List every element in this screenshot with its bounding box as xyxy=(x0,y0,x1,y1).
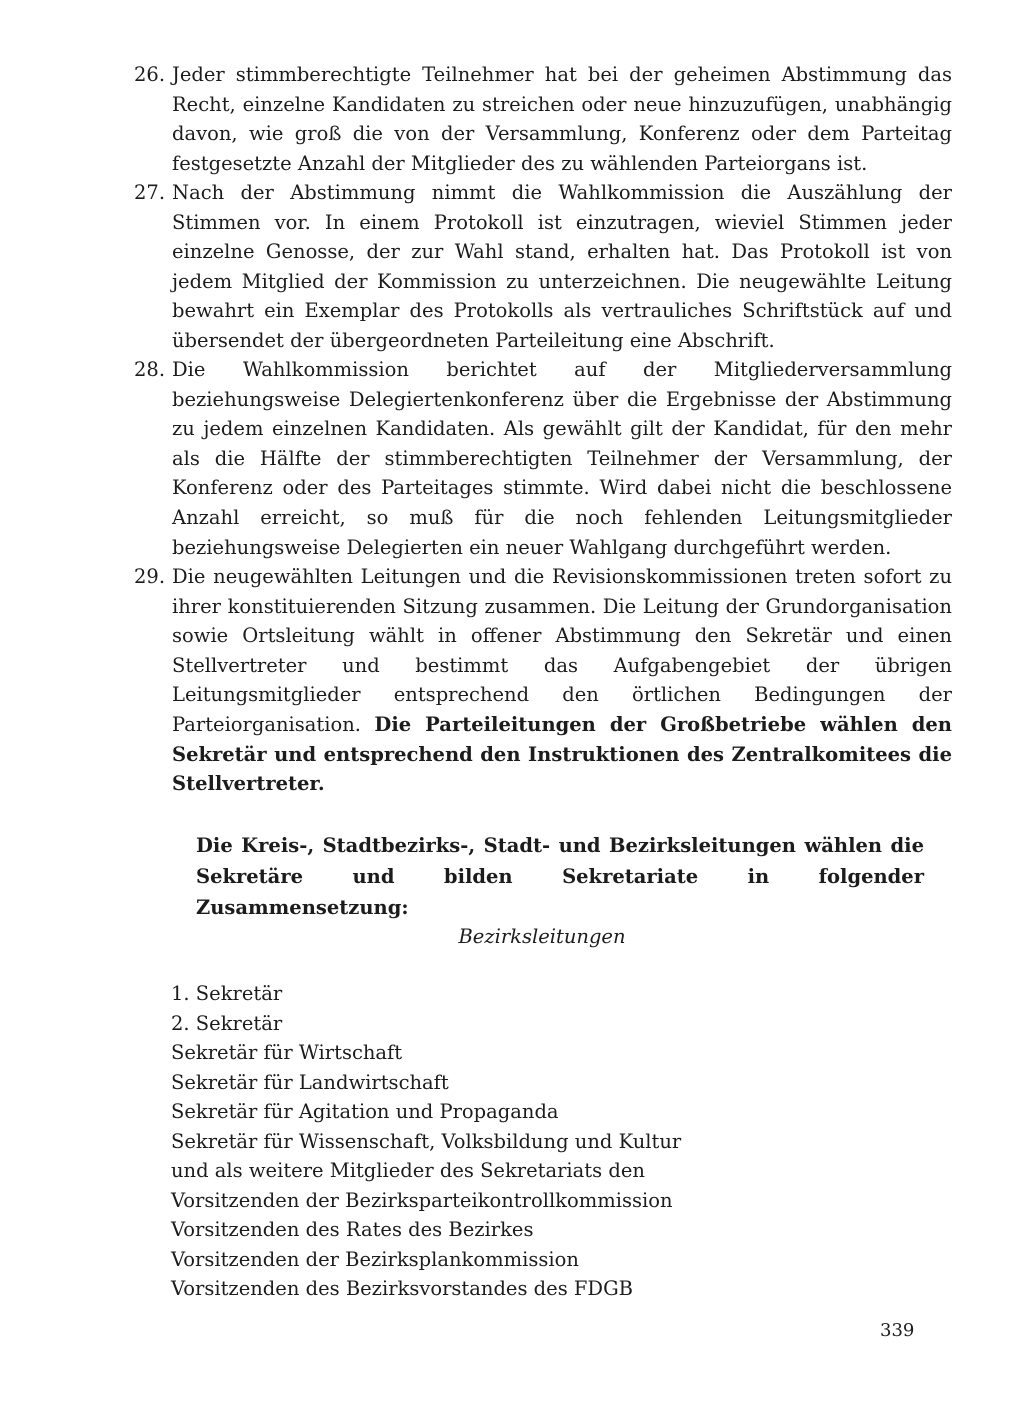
list-item: Sekretär für Agitation und Propaganda xyxy=(171,1100,559,1123)
subheading-bezirksleitungen: Bezirksleitungen xyxy=(458,925,626,948)
list-item: Vorsitzenden des Rates des Bezirkes xyxy=(171,1218,534,1241)
list-item: Vorsitzenden des Bezirksvorstandes des FDGB xyxy=(171,1277,633,1300)
paragraph-text: Die neugewählten Leitungen und die Revisionskommissionen treten sofort zu ihrer konstituierenden Sitzung zusammen. Die Leitung der Grundorganisation sowie Ortsleitung wählt in offener Abstimmung den Sekretär und einen Stellvertreter und bestimmt das Aufgabengebiet der übrigen Leitungsmitglieder entsprechend den örtlichen Bedingungen der Parteiorganisation. xyxy=(172,565,952,736)
list-item: Sekretär für Wissenschaft, Volksbildung und Kultur xyxy=(171,1129,682,1153)
paragraph-text-block xyxy=(172,562,952,799)
paragraph-text: Nach der Abstimmung nimmt die Wahlkommission die Auszählung der Stimmen vor. In einem Protokoll ist einzutragen, wieviel Stimmen jeder einzelne Genosse, der zur Wahl stand, erhalten hat. Das Protokoll ist von jedem Mitglied der Kommission zu unterzeichnen. Die neugewählte Leitung bewahrt ein Exemplar des Protokolls als vertrauliches Schriftstück auf und übersendet der übergeordneten Parteileitung eine Abschrift. xyxy=(172,181,952,352)
secretariat-list xyxy=(171,979,681,1304)
list-item: Vorsitzenden der Bezirksplankommission xyxy=(171,1247,579,1271)
paragraph-number: 29. xyxy=(134,565,166,588)
paragraph-29 xyxy=(134,562,952,799)
page-number: 339 xyxy=(880,1320,915,1341)
list-item: 1. Sekretär xyxy=(171,982,283,1005)
paragraph-number: 27. xyxy=(134,181,166,204)
paragraph-27 xyxy=(134,178,952,356)
list-item: Sekretär für Wirtschaft xyxy=(171,1041,403,1064)
paragraph-26 xyxy=(134,60,952,178)
section-heading: Die Kreis-, Stadtbezirks-, Stadt- und Bezirksleitungen wählen die Sekretäre und bilden Sekretariate in folgender Zusammensetzung: xyxy=(196,834,924,919)
paragraph-28 xyxy=(134,355,952,562)
paragraph-text: Die Wahlkommission berichtet auf der Mitgliederversammlung beziehungsweise Delegiertenkonferenz über die Ergebnisse der Abstimmung zu jedem einzelnen Kandidaten. Als gewählt gilt der Kandidat, für den mehr als die Hälfte der stimmberechtigten Teilnehmer der Versammlung, der Konferenz oder des Parteitages stimmte. Wird dabei nicht die beschlossene Anzahl erreicht, so muß für die noch fehlenden Leitungsmitglieder beziehungsweise Delegierten ein neuer Wahlgang durchgeführt werden. xyxy=(172,358,952,559)
list-item: Vorsitzenden der Bezirksparteikontrollkommission xyxy=(171,1188,673,1212)
paragraph-number: 26. xyxy=(134,63,166,86)
list-item: Sekretär für Landwirtschaft xyxy=(171,1070,449,1094)
paragraph-bold-text: Die Parteileitungen der Großbetriebe wählen den Sekretär und entsprechend den Instruktionen des Zentralkomitees die Stellvertreter. xyxy=(172,712,952,796)
list-item: 2. Sekretär xyxy=(171,1011,283,1035)
paragraph-text: Jeder stimmberechtigte Teilnehmer hat bei der geheimen Abstimmung das Recht, einzelne Kandidaten zu streichen oder neue hinzuzufügen, unabhängig davon, wie groß die von der Versammlung, Konferenz oder dem Parteitag festgesetzte Anzahl der Mitglieder des zu wählenden Parteiorgans ist. xyxy=(172,63,952,175)
list-item: und als weitere Mitglieder des Sekretariats den xyxy=(171,1159,645,1182)
paragraph-number: 28. xyxy=(134,358,166,381)
